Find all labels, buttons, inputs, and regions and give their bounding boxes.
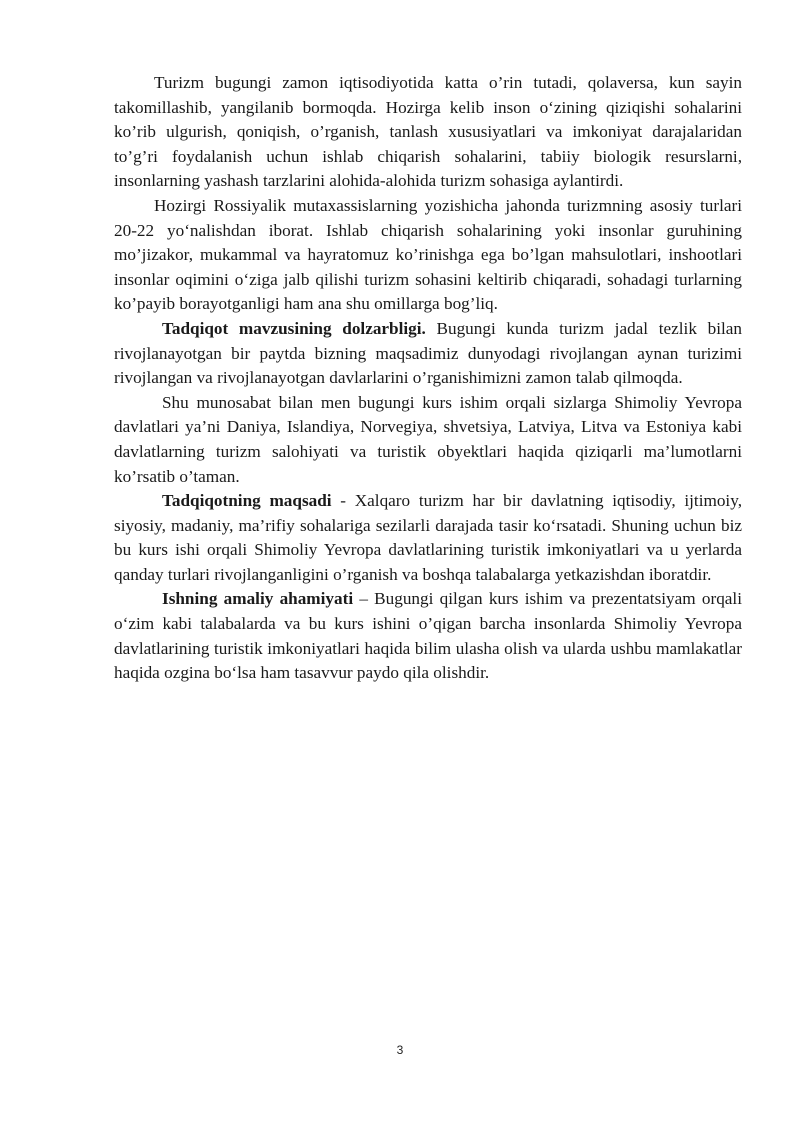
section-heading-practical: Ishning amaliy ahamiyati: [162, 589, 354, 609]
document-body: [114, 71, 742, 686]
paragraph-tourism-types: [114, 194, 742, 317]
paragraph-text: Shu munosabat bilan men bugungi kurs ishim orqali sizlarga Shimoliy Yevropa davlatlari ya’ni Daniya, Islandiya, Norvegiya, shvetsiya, Latviya, Litva va Estoniya kabi davlatlarning turizm salohiyati va turistik obyektlari haqida qiziqarli ma’lumotlarni ko’rsatib o’taman.: [114, 392, 742, 486]
paragraph-text: Hozirgi Rossiyalik mutaxassislarning yozishicha jahonda turizmning asosiy turlari 20-22 yo‘nalishdan iborat. Ishlab chiqarish sohalarining yoki insonlar guruhining mo’jizakor, mukammal va hayratomuz ko’rinishga ega bo’lgan mahsulotlari, inshootlari insonlar oqimini o‘ziga jalb qilishi turizm sohasini keltirib chiqaradi, sohadagi turlarning ko’payib borayotganligi ham ana shu omillarga bog’liq.: [114, 195, 742, 314]
paragraph-goal: [114, 489, 742, 587]
paragraph-northern-europe: [114, 391, 742, 489]
paragraph-intro: [114, 71, 742, 194]
paragraph-text: Bugungi kunda turizm jadal tezlik bilan rivojlanayotgan bir paytda bizning maqsadimiz dunyodagi rivojlangan aynan turizimi rivojlangan va rivojlanayotgan davlarlarini o’rganishimizni zamon talab qilmoqda.: [114, 318, 742, 388]
paragraph-text: – Bugungi qilgan kurs ishim va prezentatsiyam orqali o‘zim kabi talabalarda va bu kurs ishini o’qigan barcha insonlarda Shimoliy Yevropa davlatlarining turistik imkoniyatlari haqida bilim ulasha olish va ularda ushbu mamlakatlar haqida ozgina bo‘lsa ham tasavvur paydo qila olishdir.: [114, 589, 742, 683]
page-number: 3: [396, 1043, 404, 1057]
section-heading-goal: Tadqiqotning maqsadi: [162, 491, 332, 511]
paragraph-text: - Xalqaro turizm har bir davlatning iqtisodiy, ijtimoiy, siyosiy, madaniy, ma’rifiy sohalariga sezilarli darajada tasir ko‘rsatadi. Shuning uchun biz bu kurs ishi orqali Shimoliy Yevropa davlatlarining turistik imkoniyatlari va u yerlarda qanday turlari rivojlanganligini o’rganish va boshqa talabalarga yetkazishdan iboratdir.: [114, 491, 742, 584]
section-heading-relevance: Tadqiqot mavzusining dolzarbligi.: [162, 318, 426, 338]
paragraph-relevance: [114, 317, 742, 391]
paragraph-practical-significance: [114, 587, 742, 685]
paragraph-text: Turizm bugungi zamon iqtisodiyotida katta o’rin tutadi, qolaversa, kun sayin takomillashib, yangilanib bormoqda. Hozirga kelib inson o‘zining qiziqishi sohalarini ko’rib ulgurish, qoniqish, o’rganish, tanlash xususiyatlari va imkoniyat darajalaridan to’g’ri foydalanish uchun ishlab chiqarish sohalarini, tabiiy biologik resurslarni, insonlarning yashash tarzlarini alohida-alohida turizm sohasiga aylantirdi.: [114, 73, 742, 191]
